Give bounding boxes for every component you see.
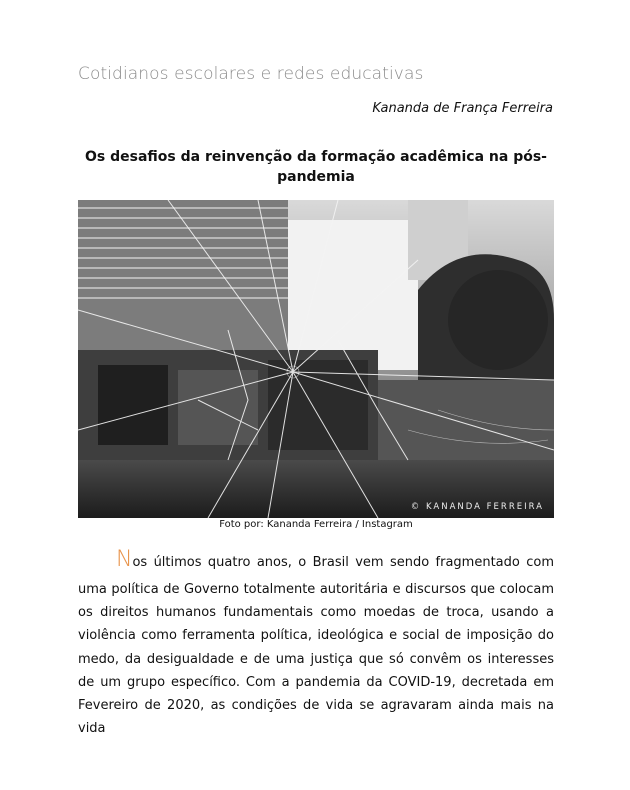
article-body: [78, 548, 554, 740]
paragraph-text: uma política de Governo totalmente autoritária e discursos que colocam os direitos humanos fundamentais como moedas de troca, usando a violência como ferramenta política, ideológica e social de imposição do medo, da desigualdade e de uma justiça que só convêm os interesses de um grupo específico. Com a pandemia da COVID-19, decretada em Fevereiro de 2020, as condições de vida se agravaram ainda mais na vida: [78, 582, 554, 737]
photo-caption: Foto por: Kananda Ferreira / Instagram: [219, 519, 413, 530]
article-title: Os desafios da reinvenção da formação acadêmica na pós-pandemia: [85, 149, 547, 185]
photo-watermark: © KANANDA FERREIRA: [410, 502, 544, 512]
journal-header: Cotidianos escolares e redes educativas: [78, 64, 424, 84]
first-line: [78, 548, 554, 578]
author-name: Kananda de França Ferreira: [372, 101, 553, 116]
drop-cap: N: [116, 547, 133, 572]
broken-glass-photo: [78, 200, 554, 518]
article-photo: [78, 200, 554, 518]
first-line-text: os últimos quatro anos, o Brasil vem sendo fragmentado com: [132, 555, 554, 570]
